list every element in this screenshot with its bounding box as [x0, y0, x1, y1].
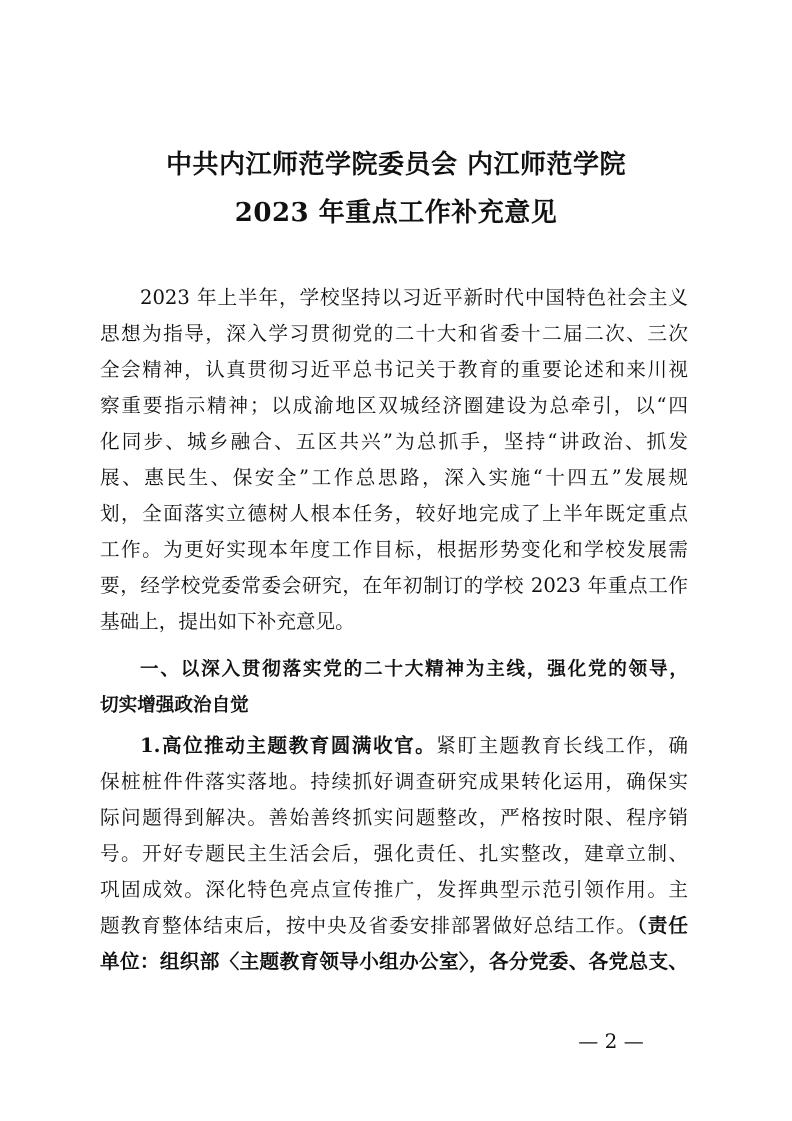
item-paragraph-line: 号。开好专题民主生活会后，强化责任、扎实整改，建章立制、 [100, 842, 688, 865]
document-title-line-1: 中共内江师范学院委员会 内江师范学院 [165, 150, 627, 180]
intro-paragraph-line: 要，经学校党委常委会研究，在年初制订的学校 2023 年重点工作 [100, 574, 688, 597]
intro-paragraph-line: 思想为指导，深入学习贯彻党的二十大和省委十二届二次、三次 [100, 322, 688, 345]
intro-paragraph-line: 化同步、城乡融合、五区共兴”为总抓手，坚持“讲政治、抓发 [100, 430, 688, 453]
section-heading-line-1: 一、以深入贯彻落实党的二十大精神为主线，强化党的领导， [140, 659, 688, 680]
item-text: 题教育整体结束后，按中央及省委安排部署做好总结工作。 [100, 914, 637, 937]
item-heading: 1.高位推动主题教育圆满收官。 [140, 734, 437, 757]
intro-paragraph-line: 工作。为更好实现本年度工作目标，根据形势变化和学校发展需 [100, 538, 688, 561]
item-paragraph-line: 际问题得到解决。善始善终抓实问题整改，严格按时限、程序销 [100, 806, 688, 829]
item-text: 紧盯主题教育长线工作，确 [436, 734, 688, 757]
responsibility-label: （责任 [636, 914, 689, 937]
intro-paragraph-line: 察重要指示精神；以成渝地区双城经济圈建设为总牵引，以“四 [100, 394, 688, 417]
document-title-line-2: 2023 年重点工作补充意见 [234, 198, 558, 228]
item-paragraph-line: 保桩桩件件落实落地。持续抓好调查研究成果转化运用，确保实 [100, 770, 688, 793]
section-heading-line-2: 切实增强政治自觉 [100, 695, 249, 716]
item-paragraph-line: 巩固成效。深化特色亮点宣传推广，发挥典型示范引领作用。主 [100, 878, 688, 901]
responsibility-units-line: 单位：组织部〈主题教育领导小组办公室〉，各分党委、各党总支、 [100, 950, 688, 973]
item-paragraph-line [140, 728, 688, 764]
intro-paragraph-line: 2023 年上半年，学校坚持以习近平新时代中国特色社会主义 [140, 286, 688, 309]
intro-paragraph-line: 展、惠民生、保安全”工作总思路，深入实施“十四五”发展规 [100, 466, 688, 489]
item-paragraph-line [100, 908, 688, 944]
page-number: — 2 — [578, 1029, 644, 1053]
intro-paragraph-line: 划，全面落实立德树人根本任务，较好地完成了上半年既定重点 [100, 502, 688, 525]
intro-paragraph-line: 全会精神，认真贯彻习近平总书记关于教育的重要论述和来川视 [100, 358, 688, 381]
intro-paragraph-line: 基础上，提出如下补充意见。 [100, 610, 355, 633]
